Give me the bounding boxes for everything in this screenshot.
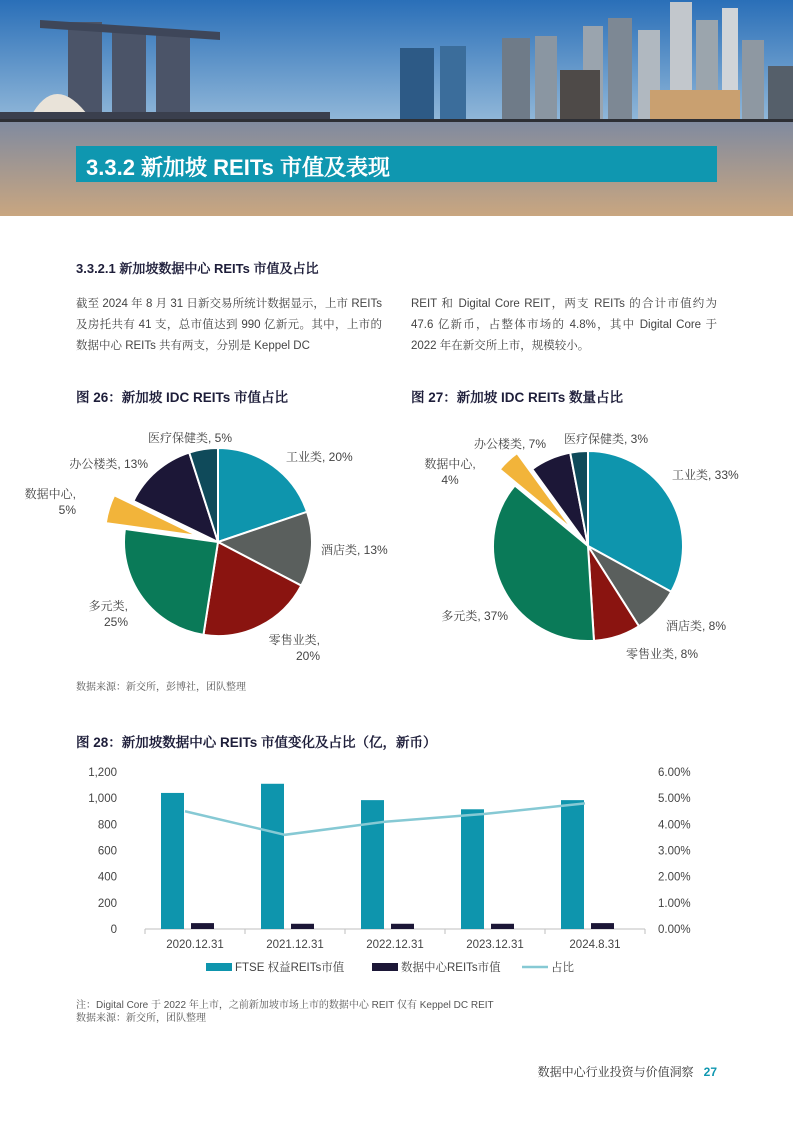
fig27-pie-chart bbox=[410, 420, 790, 680]
chart-note: 注：Digital Core 于 2022 年上市，之前新加坡市场上市的数据中心 REIT 仅有 Keppel DC REIT bbox=[76, 1000, 494, 1011]
pie-label-6: 医疗保健类, 5% bbox=[147, 431, 232, 445]
pie-label-5: 办公楼类, 13% bbox=[69, 457, 148, 471]
bar-s0-3 bbox=[461, 809, 484, 929]
legend-label-1: 数据中心REITs市值 bbox=[401, 962, 501, 974]
x-tick-2: 2022.12.31 bbox=[366, 939, 424, 951]
paragraph-left: 截至 2024 年 8 月 31 日新交易所统计数据显示，上市 REITs 及房托共有 41 支，总市值达到 990 亿新元。其中，上市的数据中心 REITs 共有两支，分别是 Keppel DC bbox=[76, 298, 382, 352]
y-left-tick-5: 1,000 bbox=[88, 793, 117, 806]
bar-s1-4 bbox=[591, 923, 614, 929]
y-left-tick-1: 200 bbox=[97, 897, 117, 910]
fig26-pie-chart bbox=[24, 420, 388, 680]
bar-s1-1 bbox=[291, 924, 314, 929]
y-right-tick-6: 6.00% bbox=[658, 767, 691, 779]
source-note-1: 数据来源：新交所，彭博社，团队整理 bbox=[76, 682, 246, 693]
y-right-tick-4: 4.00% bbox=[658, 819, 691, 832]
pie-label-0: 工业类, 20% bbox=[286, 450, 353, 464]
skyline-illustration bbox=[0, 0, 793, 216]
pie-label-4: 数据中心, 4% bbox=[424, 457, 476, 487]
pie-label-3: 多元类, 25% bbox=[88, 599, 128, 629]
bar-s0-4 bbox=[561, 800, 584, 929]
fig28-combo-chart bbox=[60, 760, 750, 990]
pie-label-1: 酒店类, 13% bbox=[321, 543, 388, 557]
pie-label-1: 酒店类, 8% bbox=[666, 619, 727, 633]
y-left-tick-4: 800 bbox=[97, 819, 117, 832]
y-right-tick-5: 5.00% bbox=[658, 793, 691, 806]
fig28-title: 图 28：新加坡数据中心 REITs 市值变化及占比（亿，新币） bbox=[76, 735, 437, 750]
legend-label-2: 占比 bbox=[551, 962, 574, 974]
x-tick-3: 2023.12.31 bbox=[466, 939, 524, 951]
header-banner bbox=[0, 0, 793, 216]
fig26-title: 图 26：新加坡 IDC REITs 市值占比 bbox=[76, 390, 289, 405]
pie-label-6: 医疗保健类, 3% bbox=[563, 432, 648, 446]
pie-label-2: 零售业类, 20% bbox=[268, 633, 320, 663]
y-left-tick-3: 600 bbox=[97, 845, 117, 858]
legend-swatch-0 bbox=[206, 963, 232, 971]
y-right-tick-0: 0.00% bbox=[658, 924, 691, 936]
y-left-tick-2: 400 bbox=[97, 871, 117, 884]
page-number: 27 bbox=[703, 1065, 717, 1079]
bar-s1-2 bbox=[391, 924, 414, 929]
page-footer bbox=[538, 1063, 717, 1080]
y-right-tick-3: 3.00% bbox=[658, 845, 691, 858]
x-tick-4: 2024.8.31 bbox=[569, 939, 621, 951]
legend-swatch-1 bbox=[372, 963, 398, 971]
legend-label-0: FTSE 权益REITs市值 bbox=[235, 962, 345, 974]
x-tick-1: 2021.12.31 bbox=[266, 939, 324, 951]
pie-label-2: 零售业类, 8% bbox=[625, 647, 698, 661]
line-series-share bbox=[185, 803, 585, 834]
source-note-2: 数据来源：新交所，团队整理 bbox=[76, 1013, 206, 1024]
y-left-tick-6: 1,200 bbox=[88, 767, 117, 779]
section-title-bar bbox=[76, 146, 717, 182]
bar-s0-2 bbox=[361, 800, 384, 929]
y-left-tick-0: 0 bbox=[110, 924, 117, 936]
pie-label-0: 工业类, 33% bbox=[672, 468, 739, 482]
y-right-tick-2: 2.00% bbox=[658, 871, 691, 884]
bar-s1-3 bbox=[491, 924, 514, 929]
pie-label-3: 多元类, 37% bbox=[441, 609, 508, 623]
section-title: 3.3.2 新加坡 REITs 市值及表现 bbox=[86, 155, 390, 180]
paragraph-right: REIT 和 Digital Core REIT，两支 REITs 的合计市值约为 47.6 亿新币，占整体市场的 4.8%，其中 Digital Core 于 2022 年在新交所上市，规模较小。 bbox=[411, 298, 717, 352]
bar-s0-1 bbox=[261, 784, 284, 929]
pie-label-5: 办公楼类, 7% bbox=[473, 437, 546, 451]
bar-s1-0 bbox=[191, 923, 214, 929]
subsection-title: 3.3.2.1 新加坡数据中心 REITs 市值及占比 bbox=[76, 261, 319, 276]
pie-slice-3 bbox=[124, 529, 218, 635]
y-right-tick-1: 1.00% bbox=[658, 897, 691, 910]
footer-title: 数据中心行业投资与价值洞察 bbox=[537, 1065, 694, 1079]
bar-s0-0 bbox=[161, 793, 184, 929]
fig27-title: 图 27：新加坡 IDC REITs 数量占比 bbox=[411, 390, 624, 405]
pie-label-4: 数据中心, 5% bbox=[24, 487, 76, 517]
x-tick-0: 2020.12.31 bbox=[166, 939, 224, 951]
